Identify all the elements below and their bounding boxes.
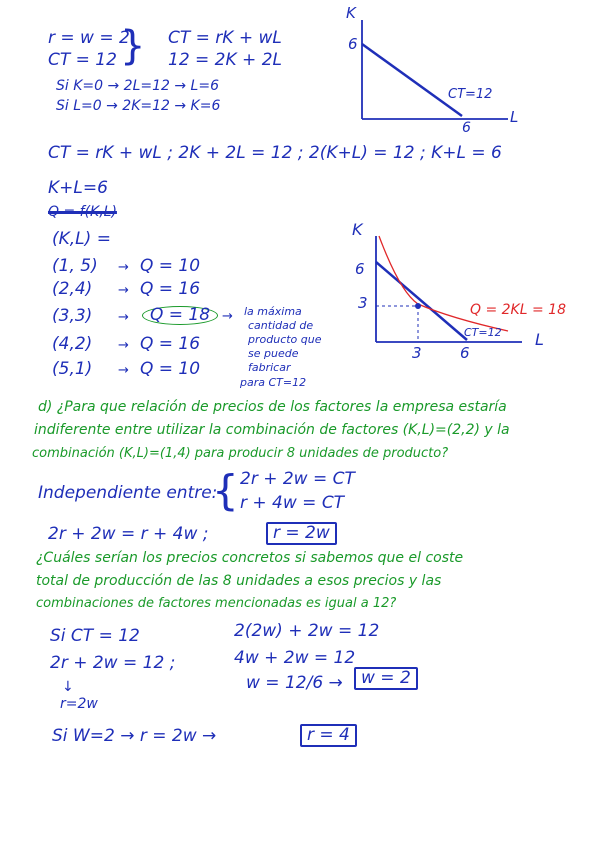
graph1-ct-label: CT=12 xyxy=(448,87,493,102)
equality-equation: 2r + 2w = r + 4w ; xyxy=(48,524,209,544)
cost-equation-1: 2r + 2w = CT xyxy=(240,469,355,489)
table-arrow: → xyxy=(118,363,129,378)
graph2-tick-l6: 6 xyxy=(460,344,470,362)
price-ratio-result: r = 2w xyxy=(266,522,337,545)
note-arrow: → xyxy=(222,309,233,324)
intercept-l0: Si L=0 → 2K=12 → K=6 xyxy=(56,98,221,114)
note-line: para CT=12 xyxy=(240,376,307,389)
graph1-axis-l: L xyxy=(510,108,519,126)
part-d-question: d) ¿Para que relación de precios de los factores la empresa estaría xyxy=(38,399,507,415)
table-row-kl: (3,3) xyxy=(52,306,93,326)
note-line: se puede xyxy=(248,347,299,360)
part-d-question: combinación (K,L)=(1,4) para producir 8 unidades de producto? xyxy=(32,446,449,461)
part-d-question: indiferente entre utilizar la combinación de factores (K,L)=(2,2) y la xyxy=(34,422,510,438)
graph2-axis-k: K xyxy=(352,220,363,239)
graph2-tick-k6: 6 xyxy=(355,260,365,278)
isoquant-label: Q = 2KL = 18 xyxy=(470,302,566,318)
graph2-ct-label: CT=12 xyxy=(464,326,502,339)
final-substitution: Si W=2 → r = 2w → xyxy=(52,726,217,746)
w-result: w = 2 xyxy=(354,667,418,690)
table-row-kl: (4,2) xyxy=(52,334,93,354)
derivation-result: K+L=6 xyxy=(48,178,108,198)
graph2-axis-l: L xyxy=(535,330,544,349)
note-line: producto que xyxy=(248,333,322,346)
cost-formula: CT = rK + wL xyxy=(168,28,282,48)
table-row-q: Q = 10 xyxy=(140,256,201,276)
down-arrow: ↓ xyxy=(62,679,74,695)
question-2: ¿Cuáles serían los precios concretos si sabemos que el coste xyxy=(36,550,464,566)
indifference-label: Independiente entre: xyxy=(38,483,218,503)
graph2-tick-k3: 3 xyxy=(358,294,368,312)
table-row-q-max: Q = 18 xyxy=(142,306,218,325)
table-row-q: Q = 16 xyxy=(140,334,201,354)
note-line: la máxima xyxy=(244,305,302,318)
question-2: total de producción de las 8 unidades a esos precios y las xyxy=(36,573,442,589)
table-row-kl: (5,1) xyxy=(52,359,93,379)
note-line: cantidad de xyxy=(248,319,314,332)
table-arrow: → xyxy=(118,338,129,353)
table-arrow: → xyxy=(118,310,129,325)
table-header: (K,L) = xyxy=(52,229,111,249)
substitution-1: 2(2w) + 2w = 12 xyxy=(234,621,380,641)
table-row-q: Q = 16 xyxy=(140,279,201,299)
brace-symbol: { xyxy=(212,466,239,515)
table-arrow: → xyxy=(118,283,129,298)
cost-values: 12 = 2K + 2L xyxy=(168,50,282,70)
brace-symbol: } xyxy=(120,23,146,69)
cost-condition: Si CT = 12 xyxy=(50,626,140,646)
table-row-q: Q = 10 xyxy=(140,359,201,379)
question-2: combinaciones de factores mencionadas es igual a 12? xyxy=(36,596,397,611)
given-cost: CT = 12 xyxy=(48,50,117,70)
graph2-tick-l3: 3 xyxy=(412,344,422,362)
graph1-tick-l6: 6 xyxy=(462,120,471,136)
r-result: r = 4 xyxy=(300,724,357,747)
cost-equation: 2r + 2w = 12 ; xyxy=(50,653,176,673)
w-solution: w = 12/6 → xyxy=(246,673,343,693)
derivation-line: CT = rK + wL ; 2K + 2L = 12 ; 2(K+L) = 12 ; K+L = 6 xyxy=(48,143,502,163)
table-arrow: → xyxy=(118,260,129,275)
intercept-k0: Si K=0 → 2L=12 → L=6 xyxy=(56,78,219,94)
cost-equation-2: r + 4w = CT xyxy=(240,493,345,513)
note-line: fabricar xyxy=(248,361,291,374)
ratio-reminder: r=2w xyxy=(60,696,98,712)
table-row-kl: (2,4) xyxy=(52,279,93,299)
graph1-axis-k: K xyxy=(346,4,356,22)
substitution-2: 4w + 2w = 12 xyxy=(234,648,356,668)
graph1-tick-k6: 6 xyxy=(348,35,358,53)
table-row-kl: (1, 5) xyxy=(52,256,98,276)
crossed-out-function: Q = f(K,L) xyxy=(48,204,117,220)
given-prices: r = w = 2 xyxy=(48,28,130,48)
